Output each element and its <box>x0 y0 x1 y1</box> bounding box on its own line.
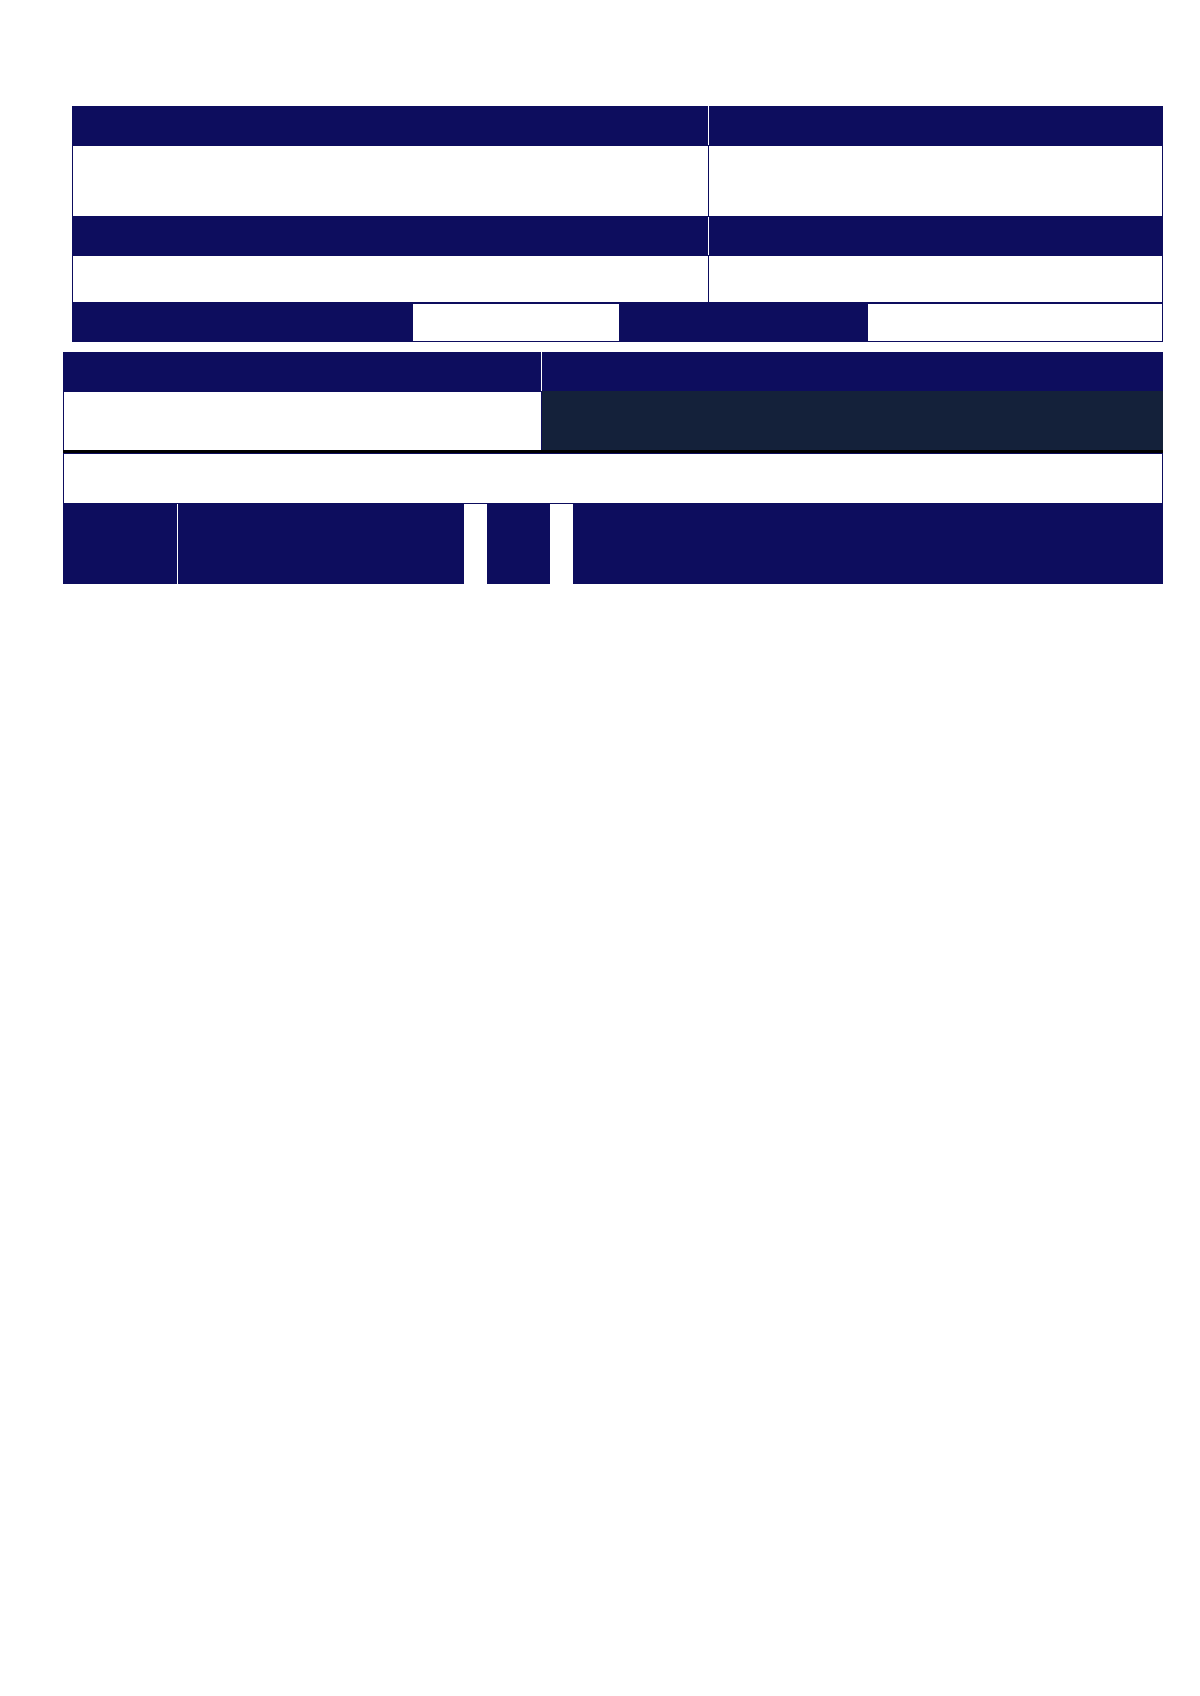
unit-value <box>708 145 1163 217</box>
start-date-label <box>72 303 412 342</box>
learner-dark-fill <box>542 391 1163 451</box>
learner-name-label <box>63 352 541 391</box>
learner-header-fill <box>542 352 1163 391</box>
learner-name-field[interactable] <box>63 391 542 451</box>
assessor-label <box>709 217 1163 255</box>
qualification-value <box>72 145 709 217</box>
deadline-label <box>620 303 867 342</box>
assessor-name-field[interactable] <box>708 255 1163 303</box>
intro-text <box>63 453 1163 504</box>
assignment-title-value <box>72 255 709 303</box>
header-achieve <box>178 504 464 584</box>
header-criteria-reference <box>63 504 177 584</box>
unit-label <box>709 106 1163 145</box>
header-comments <box>573 504 1163 584</box>
assignment-title-label <box>72 217 708 255</box>
start-date-value <box>412 303 620 342</box>
deadline-value <box>867 303 1163 342</box>
header-task-no <box>487 504 550 584</box>
qualification-label <box>72 106 708 145</box>
